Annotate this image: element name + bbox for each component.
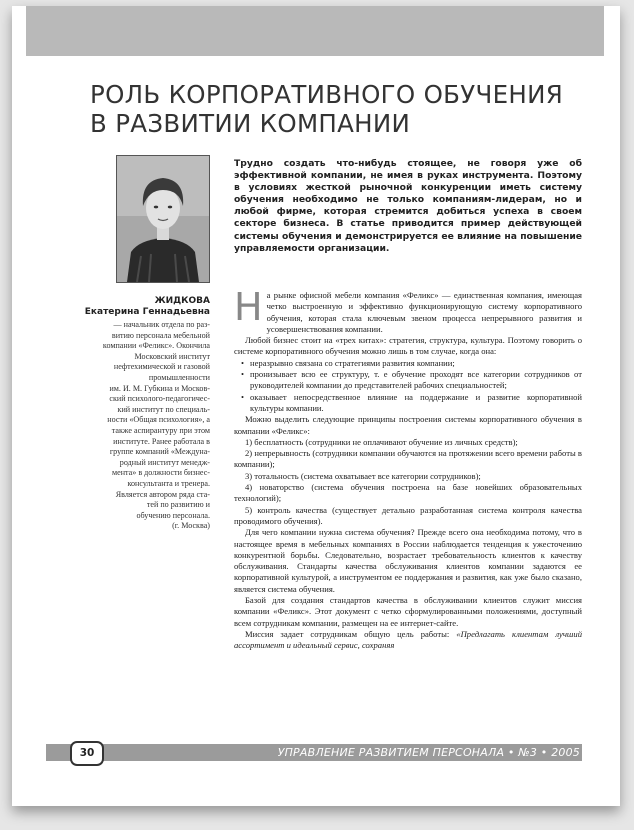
body-paragraph [234,285,582,335]
magazine-page [12,6,620,806]
top-decorative-bar [26,6,604,56]
bio-line: также аспирантуру при этом [111,425,210,435]
author-surname: ЖИДКОВА [154,296,210,306]
author-given-name: Екатерина Геннадьевна [84,307,210,317]
bio-line: (г. Москва) [172,521,210,531]
bio-line: витию персонала мебельной [111,330,210,340]
article-title [90,80,590,138]
bio-line: промышленности [148,372,210,382]
author-photo [116,155,210,283]
principle-item: 3) тотальность (система охватывает все категории сотрудников); [245,470,481,481]
principle-item: 4) новаторство (система обучения построена на базе новейших образовательных технологий); [234,482,582,504]
drop-cap: Н [234,285,263,329]
bio-line: ности «Общая психология», а [107,415,210,425]
journal-footer: УПРАВЛЕНИЕ РАЗВИТИЕМ ПЕРСОНАЛА • №3 • 2005 [277,746,580,759]
bio-line: нефтехимической и газовой [113,362,210,372]
bio-line: обучению персонала. [136,510,210,520]
body-paragraph: Любой бизнес стоит на «трех китах»: стратегия, структура, культура. Поэтому говорить о системе корпоративного обучения можно лишь в том случае, когда она: [234,335,582,357]
list-item: • оказывает непосредственное влияние на поддержание и развитие корпоративной культуры компании. [250,392,582,415]
page-number: 30 [70,741,104,766]
bio-line: кий институт по специаль- [117,404,210,414]
article-body [234,285,583,652]
author-bio [72,320,210,532]
bio-line: институте. Ранее работала в [113,436,210,446]
bio-line: группе компаний «Междуна- [109,447,210,457]
body-paragraph [234,629,582,652]
author-name [72,296,210,318]
title-line: РОЛЬ КОРПОРАТИВНОГО ОБУЧЕНИЯ [90,80,564,109]
principle-item: 2) непрерывность (сотрудники компании обучаются на протяжении всего времени работы в компании); [234,448,582,470]
mission-quote: «Предлагать клиентам лучший ассортимент и идеальный сервис, сохраняя [234,628,583,651]
body-paragraph: Базой для создания стандартов качества в обслуживании клиентов служит миссия компании «Феликс». Этот документ с четко сформулированными положениями, доступный всем сотрудникам компании, размещен на ее интернет-сайте. [234,595,582,628]
bio-line: тей по развитию и [146,500,210,510]
bio-line: им. И. М. Губкина и Москов- [109,383,210,393]
bio-line: — начальник отдела по раз- [113,320,210,329]
bio-line: ский психолого-педагогичес- [109,394,210,404]
bio-line: родный институт менедж- [119,457,210,467]
bullet-list [234,358,582,414]
article-lead: Трудно создать что-нибудь стоящее, не говоря уже об эффективной компании, не имея в руках инструмента. Поэтому в условиях жесткой рыночной конкуренции иметь систему обучения необходимо не только компаниям-лидерам, но и любой фирме, которая стремится добиться успеха в своем секторе бизнеса. В статье приводится пример действующей системы обучения и демонстрируется ее влияние на повышение управляемости организации. [234,158,582,254]
bio-line: мента» в должности бизнес- [111,468,210,478]
paragraph-text: Миссия задает сотрудникам общую цель работы: [245,628,457,639]
list-item: • неразрывно связана со стратегиями развития компании; [250,358,582,369]
principle-item: 5) контроль качества (существует детально разработанная система контроля качества проводимого обучения). [234,504,582,526]
bio-line: консультанта и тренера. [127,478,210,488]
title-line: В РАЗВИТИИ КОМПАНИИ [90,109,411,138]
bio-line: компании «Феликс». Окончила [102,341,210,351]
principle-item: 1) бесплатность (сотрудники не оплачивают обучение из личных средств); [245,436,518,447]
bio-line: Московский институт [134,351,210,361]
paragraph-text: а рынке офисной мебели компания «Феликс» — единственная компания, имеющая четко выстроенную и эффективно функционирующую систему корпоративного обучения, которая стала ключевым звеном процесса непрерывного развития и усовершенствования компании. [266,290,582,334]
list-item: • пронизывает всю ее структуру, т. е обучение проходят все категории сотрудников от руководителей компании до представителей рабочих специальностей; [250,369,582,392]
body-paragraph: Можно выделить следующие принципы построения системы корпоративного обучения в компании «Феликс»: [234,414,582,436]
body-paragraph: Для чего компании нужна система обучения? Прежде всего она необходима потому, что в настоящее время в мебельных компаниях в России наблюдается тенденция к ужесточению конкурентной борьбы. Следовательно, возрастает требовательность клиентов к качеству обслуживания. Стандарты качества обслуживания клиентов компании задаются ее корпоративной культурой, а инструментом ее поддержания и развития, как уже было сказано, является система обучения. [234,527,582,594]
bio-line: Является автором ряда ста- [115,489,210,499]
